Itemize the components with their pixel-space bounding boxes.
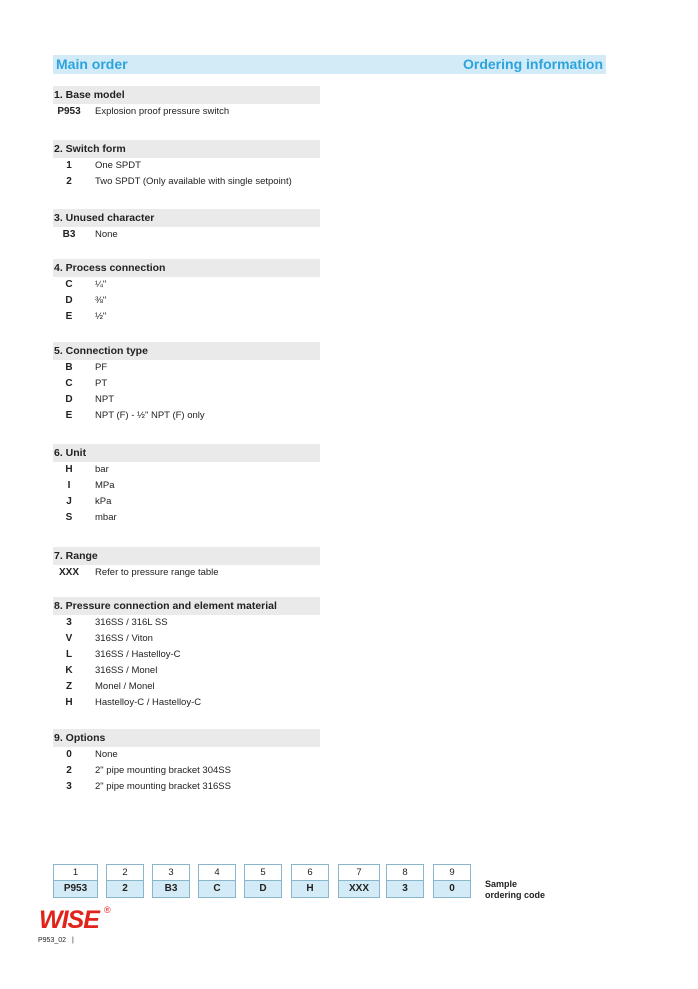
code-position-number: 7	[338, 864, 380, 880]
option-description: 316SS / 316L SS	[95, 617, 168, 628]
option-description: PF	[95, 362, 108, 373]
svg-text:®: ®	[104, 905, 111, 915]
option-code: XXX	[58, 567, 79, 578]
option-code: 2	[66, 176, 72, 187]
option-code: Z	[65, 681, 73, 692]
section-title: 5. Connection type	[53, 342, 320, 360]
code-column	[106, 864, 144, 898]
option-code: I	[67, 480, 71, 491]
option-row	[53, 679, 320, 695]
page-subtitle: Ordering information	[463, 56, 603, 72]
option-row	[53, 227, 320, 243]
code-column	[244, 864, 282, 898]
page-header-bar	[53, 55, 606, 74]
code-position-number: 3	[152, 864, 190, 880]
option-code: K	[65, 665, 73, 676]
option-row	[53, 376, 320, 392]
code-column	[152, 864, 190, 898]
option-code: P953	[57, 106, 81, 117]
option-row	[53, 462, 320, 478]
option-code: E	[65, 311, 73, 322]
option-row	[53, 510, 320, 526]
option-row	[53, 309, 320, 325]
option-row	[53, 392, 320, 408]
section-7	[53, 547, 320, 581]
code-value: D	[244, 880, 282, 898]
code-position-number: 9	[433, 864, 471, 880]
option-row	[53, 277, 320, 293]
option-row	[53, 104, 320, 120]
option-description: mbar	[95, 512, 117, 523]
option-description: NPT	[95, 394, 114, 405]
svg-text:WISE: WISE	[39, 906, 99, 932]
page-title: Main order	[56, 56, 128, 72]
document-code-text: P953_02	[38, 937, 67, 944]
option-description: ⅜"	[95, 295, 107, 306]
option-code: D	[65, 394, 73, 405]
option-description: None	[95, 749, 118, 760]
option-code: 3	[66, 781, 72, 792]
section-5	[53, 342, 320, 424]
option-row	[53, 615, 320, 631]
document-code: P953_02 |	[38, 937, 74, 944]
option-code: D	[65, 295, 73, 306]
option-row	[53, 158, 320, 174]
option-code: 1	[66, 160, 72, 171]
option-description: bar	[95, 464, 109, 475]
code-value: 0	[433, 880, 471, 898]
option-row	[53, 695, 320, 711]
wise-logo	[38, 904, 118, 937]
option-row	[53, 174, 320, 190]
option-code: L	[65, 649, 73, 660]
code-value: 3	[386, 880, 424, 898]
option-row	[53, 763, 320, 779]
option-code: B3	[62, 229, 76, 240]
code-position-number: 4	[198, 864, 236, 880]
option-row	[53, 647, 320, 663]
option-row	[53, 565, 320, 581]
option-row	[53, 663, 320, 679]
section-8	[53, 597, 320, 711]
code-column	[386, 864, 424, 898]
option-row	[53, 408, 320, 424]
section-title: 6. Unit	[53, 444, 320, 462]
code-value: B3	[152, 880, 190, 898]
option-description: ½"	[95, 311, 107, 322]
code-position-number: 5	[244, 864, 282, 880]
option-description: NPT (F) - ½" NPT (F) only	[95, 410, 205, 421]
section-4	[53, 259, 320, 325]
option-description: 316SS / Monel	[95, 665, 158, 676]
code-column	[53, 864, 98, 898]
section-title: 7. Range	[53, 547, 320, 565]
code-value: H	[291, 880, 329, 898]
option-code: S	[65, 512, 73, 523]
option-code: H	[65, 697, 73, 708]
option-description: ¼"	[95, 279, 107, 290]
section-title: 9. Options	[53, 729, 320, 747]
section-6	[53, 444, 320, 526]
code-position-number: 1	[53, 864, 98, 880]
option-description: Refer to pressure range table	[95, 567, 219, 578]
section-title: 1. Base model	[53, 86, 320, 104]
section-3	[53, 209, 320, 243]
section-2	[53, 140, 320, 190]
sample-ordering-code-label	[485, 879, 575, 901]
option-code: H	[65, 464, 73, 475]
option-row	[53, 631, 320, 647]
option-description: One SPDT	[95, 160, 141, 171]
option-code: 0	[66, 749, 72, 760]
option-code: B	[65, 362, 73, 373]
code-value: C	[198, 880, 236, 898]
option-code: C	[65, 279, 73, 290]
option-description: Hastelloy-C / Hastelloy-C	[95, 697, 202, 708]
wise-logo-icon	[38, 904, 118, 932]
option-code: 3	[66, 617, 72, 628]
option-row	[53, 747, 320, 763]
option-code: V	[65, 633, 73, 644]
code-position-number: 2	[106, 864, 144, 880]
option-row	[53, 360, 320, 376]
option-row	[53, 779, 320, 795]
code-value: 2	[106, 880, 144, 898]
sample-label-line1: Sample	[485, 879, 518, 889]
option-description: Two SPDT (Only available with single setpoint)	[95, 176, 292, 187]
option-description: Explosion proof pressure switch	[95, 106, 230, 117]
section-title: 2. Switch form	[53, 140, 320, 158]
section-title: 4. Process connection	[53, 259, 320, 277]
code-value: XXX	[338, 880, 380, 898]
option-description: 2" pipe mounting bracket 316SS	[95, 781, 231, 792]
option-code: J	[66, 496, 72, 507]
option-code: 2	[66, 765, 72, 776]
code-column	[338, 864, 380, 898]
section-title: 3. Unused character	[53, 209, 320, 227]
code-column	[291, 864, 329, 898]
option-description: Monel / Monel	[95, 681, 155, 692]
section-1	[53, 86, 320, 120]
option-description: None	[95, 229, 118, 240]
sample-label-line2: ordering code	[485, 890, 546, 900]
option-description: PT	[95, 378, 108, 389]
option-description: 316SS / Viton	[95, 633, 153, 644]
section-9	[53, 729, 320, 795]
code-position-number: 6	[291, 864, 329, 880]
section-title: 8. Pressure connection and element material	[53, 597, 320, 615]
code-column	[198, 864, 236, 898]
code-value: P953	[53, 880, 98, 898]
option-code: C	[65, 378, 73, 389]
option-description: 316SS / Hastelloy-C	[95, 649, 181, 660]
code-column	[433, 864, 471, 898]
option-code: E	[65, 410, 73, 421]
code-position-number: 8	[386, 864, 424, 880]
option-description: kPa	[95, 496, 112, 507]
option-row	[53, 478, 320, 494]
option-description: 2" pipe mounting bracket 304SS	[95, 765, 231, 776]
option-row	[53, 293, 320, 309]
option-description: MPa	[95, 480, 115, 491]
option-row	[53, 494, 320, 510]
